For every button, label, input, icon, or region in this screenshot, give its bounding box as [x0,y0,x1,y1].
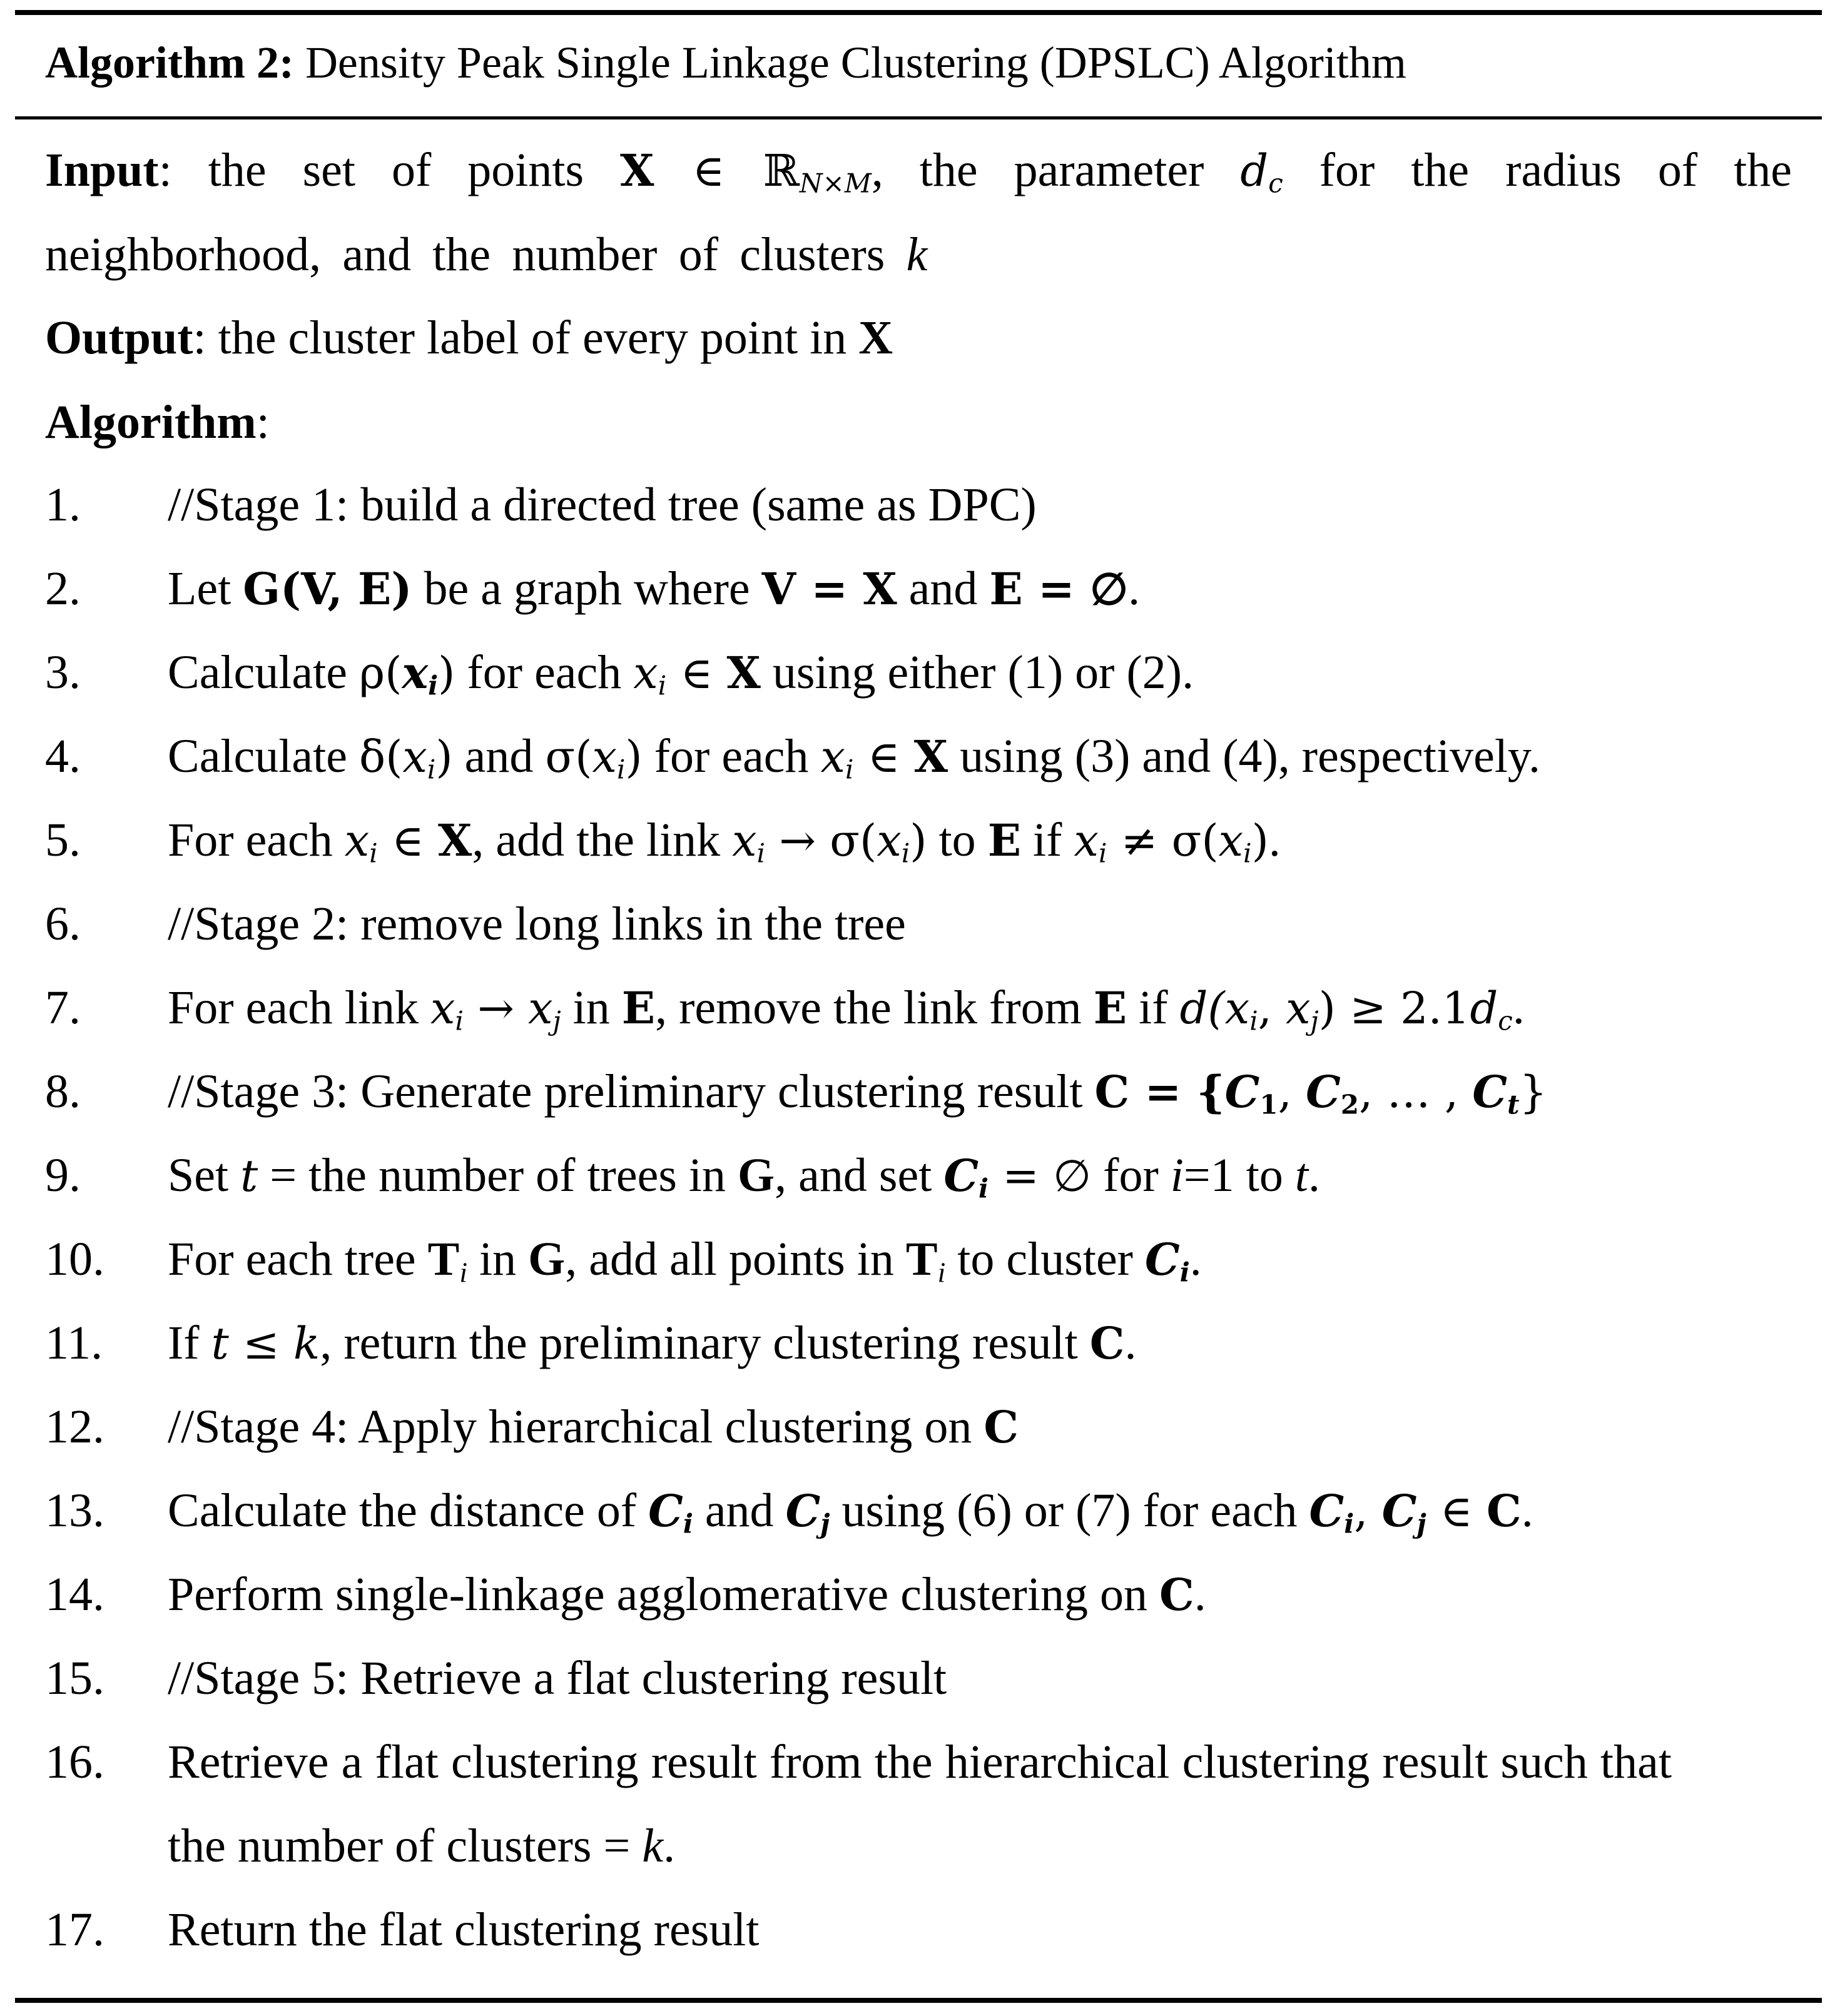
step-5: 5. For each $x_i$ ∈ X, add the link $x_i \to \sigma(x_i)$ to E if $x_i \ne \sigma(x_i)$. [45,798,1281,882]
table-bottom-rule [15,1998,1822,2003]
step-6 [45,882,906,966]
output-spec [45,296,1792,380]
step-text: //Stage 2: remove long links in the tree [168,898,906,950]
step-number: 11. [45,1317,103,1369]
step-number: 3. [45,646,81,699]
step-number: 9. [45,1149,81,1202]
output-math: X [858,312,893,364]
output-label: Output [45,312,193,364]
algorithm-title-name: Density Peak Single Linkage Clustering (DPSLC) Algorithm [305,38,1406,88]
step-number: 13. [45,1484,104,1537]
step-4: 4. Calculate $\delta(x_i)$ and $\sigma(x_i)$ for each $x_i$ ∈ X using (3) and (4), respectively. [45,714,1540,798]
input-text: : the set of points [158,144,621,196]
input-label: Input [45,144,159,196]
step-16 [45,1720,1672,1888]
step-number: 12. [45,1401,104,1453]
step-number: 15. [45,1652,104,1704]
step-number: 6. [45,898,81,950]
step-text: //Stage 5: Retrieve a flat clustering result [168,1652,947,1704]
step-17 [45,1888,760,1972]
input-math: $d_c$ [1240,145,1283,199]
output-text: : the cluster label of every point in [193,312,859,364]
step-number: 2. [45,562,81,615]
step-number: 14. [45,1568,104,1621]
step-number: 5. [45,814,81,866]
step-8: 8. //Stage 3: Generate preliminary clustering result $C = \{C_1$, $C_2$, … , $C_t$} [45,1050,1547,1133]
step-2: 2. Let G(V, E) be a graph where V = X and E = ∅. [45,547,1140,631]
step-text: Retrieve a flat clustering result from the hierarchical clustering result such that the number of clusters = k. [168,1736,1672,1872]
algorithm-heading: Algorithm: [45,396,270,448]
step-14: 14. Perform single-linkage agglomerative clustering on C. [45,1553,1206,1636]
step-number: 7. [45,981,81,1034]
step-number: 16. [45,1736,104,1788]
step-number: 10. [45,1233,104,1285]
table-header-rule [15,116,1822,119]
step-9: 9. Set t = the number of trees in G, and set $C_i$ = ∅ for i=1 to t. [45,1133,1320,1217]
table-top-rule [15,10,1822,15]
step-number: 1. [45,479,81,531]
step-7: 7. For each link $x_i \to x_j$ in E, remove the link from E if $d(x_i$, $x_j) \ge 2.1d_c$. [45,966,1525,1050]
algorithm-label: Algorithm [45,396,257,448]
step-3: 3. Calculate $\rho(x_i)$ for each $x_i$ ∈ X using either (1) or (2). [45,631,1194,714]
input-math: k [906,228,928,281]
step-11: 11. If t ≤ k, return the preliminary clustering result C. [45,1301,1136,1385]
step-text: //Stage 1: build a directed tree (same as DPC) [168,479,1037,531]
step-1 [45,463,1037,547]
input-math: X ∈ ℝ$_{N\times M}$ [620,144,872,199]
step-15 [45,1636,947,1720]
step-number: 8. [45,1065,81,1118]
step-10: 10. For each tree $T_i$ in G, add all points in $T_i$ to cluster $C_i$. [45,1217,1202,1301]
algorithm-title-label: Algorithm 2: [45,38,294,88]
step-number: 17. [45,1903,104,1956]
step-text: Return the flat clustering result [168,1903,760,1956]
step-number: 4. [45,730,81,783]
step-13: 13. Calculate the distance of $C_i$ and $C_j$ using (6) or (7) for each $C_i$, $C_j$ ∈ C. [45,1469,1533,1553]
input-spec [45,128,1792,296]
input-text: for the radius of the neighborhood, and the number of clusters [45,144,1792,281]
step-12: 12. //Stage 4: Apply hierarchical clustering on C [45,1385,1019,1469]
algorithm-title [45,31,1406,94]
input-text: , the parameter [871,144,1241,196]
